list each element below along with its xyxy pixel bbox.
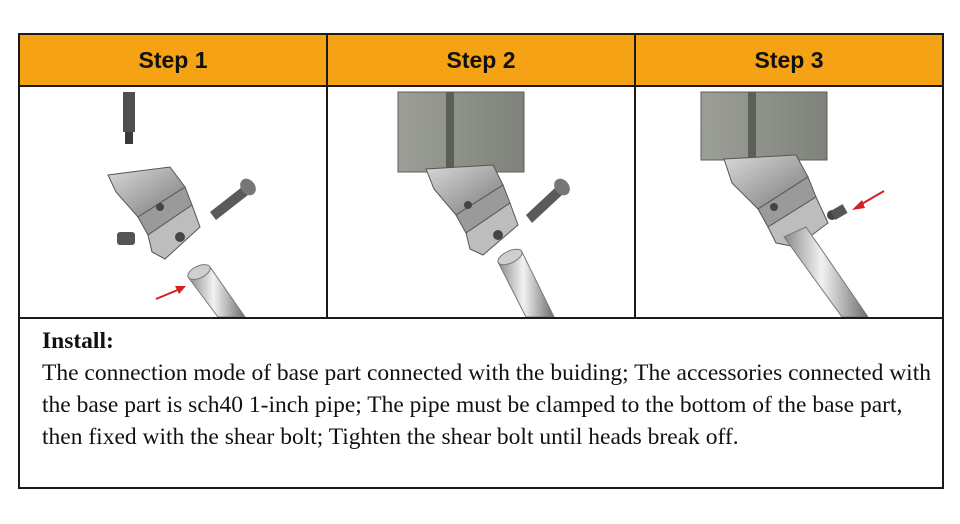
pipe-part <box>496 246 554 317</box>
base-bracket-part <box>426 165 518 255</box>
step-3-illustration <box>636 87 942 317</box>
base-bracket-part <box>724 155 837 247</box>
instruction-table <box>18 33 944 489</box>
install-instructions <box>42 325 932 453</box>
steps-illustration-row <box>20 87 942 319</box>
step-1-header: Step 1 <box>20 35 328 85</box>
base-bracket-part <box>108 167 200 259</box>
pipe-part <box>186 261 245 317</box>
step-3-header: Step 3 <box>636 35 942 85</box>
red-arrow-icon <box>852 191 884 210</box>
step-1-illustration <box>20 87 328 317</box>
building-post <box>701 92 827 160</box>
red-arrow-icon <box>156 286 186 299</box>
install-title: Install: <box>42 328 114 354</box>
install-text: The connection mode of base part connected with the buiding; The accessories connected with the base part is sch40 1-inch pipe; The pipe must be clamped to the bottom of the base part, then fixed with the shear bolt; Tighten the shear bolt until heads break off. <box>42 360 931 450</box>
steps-header-row <box>20 35 942 87</box>
step-2-header: Step 2 <box>328 35 636 85</box>
nut-part <box>117 232 135 245</box>
building-post <box>398 92 524 172</box>
pin-part <box>123 92 135 144</box>
step-2-illustration <box>328 87 636 317</box>
shear-bolt-part <box>210 176 259 220</box>
pipe-part <box>784 227 868 317</box>
shear-bolt-part <box>526 176 573 223</box>
